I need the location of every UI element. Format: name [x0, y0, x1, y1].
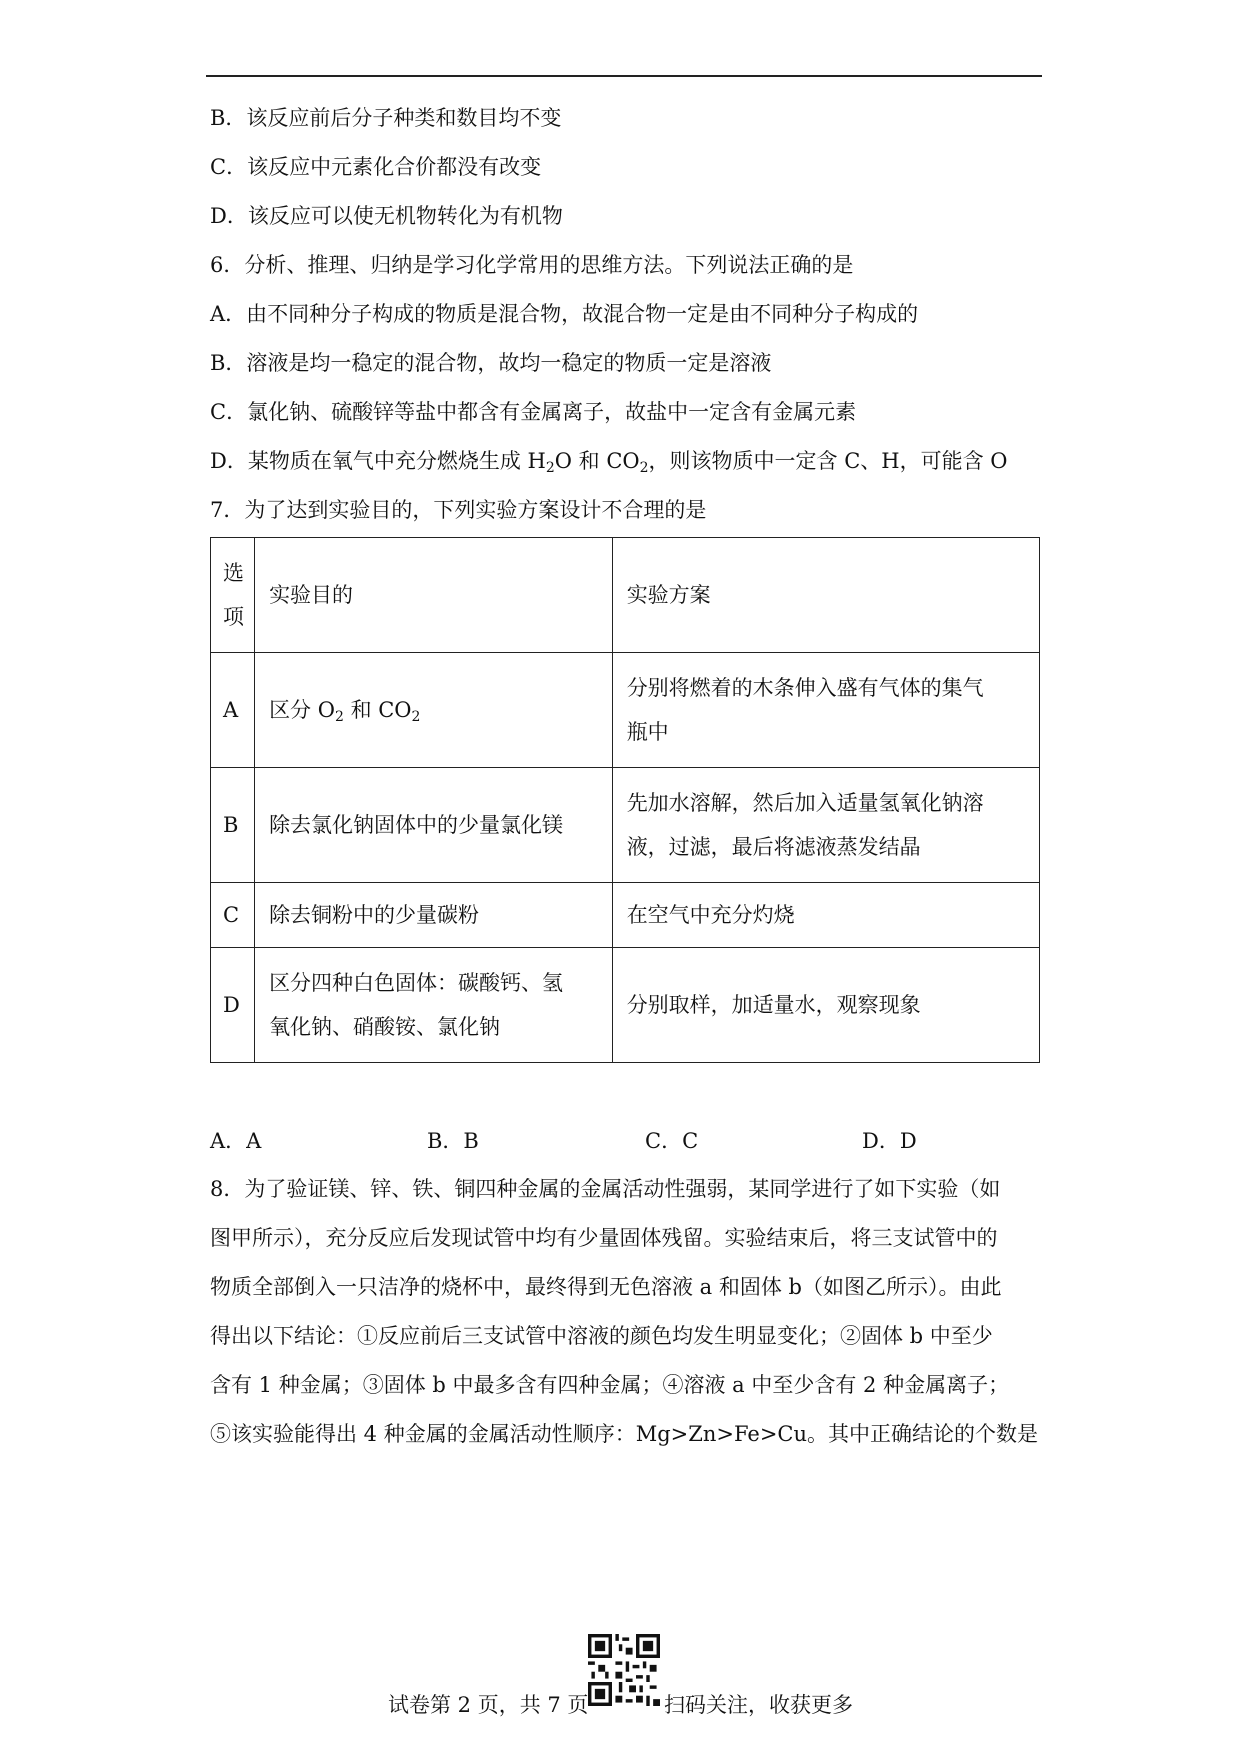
q5-option-c: C．该反应中元素化合价都没有改变: [210, 155, 542, 179]
row-plan: 分别将燃着的木条伸入盛有气体的集气 瓶中: [612, 653, 1039, 768]
row-purpose: 除去氯化钠固体中的少量氯化镁: [255, 768, 613, 883]
q6-option-b: B．溶液是均一稳定的混合物，故均一稳定的物质一定是溶液: [210, 351, 772, 375]
q7-answer-d: D．D: [862, 1129, 917, 1153]
row-purpose: 除去铜粉中的少量碳粉: [255, 883, 613, 948]
q8-line-4: 得出以下结论：①反应前后三支试管中溶液的颜色均发生明显变化；②固体 b 中至少: [210, 1324, 993, 1348]
header-rule: [206, 75, 1042, 77]
header-option: 选 项: [211, 538, 255, 653]
q8-line-3: 物质全部倒入一只洁净的烧杯中，最终得到无色溶液 a 和固体 b（如图乙所示）。由此: [210, 1275, 1002, 1299]
row-purpose: 区分四种白色固体：碳酸钙、氢 氧化钠、硝酸铵、氯化钠: [255, 948, 613, 1063]
table-row: [211, 883, 1040, 948]
table-row: [211, 653, 1040, 768]
page-info: 试卷第 2 页，共 7 页: [388, 1693, 589, 1717]
q7-answer-c: C．C: [645, 1129, 699, 1153]
header-purpose: 实验目的: [255, 538, 613, 653]
q6-stem: 6．分析、推理、归纳是学习化学常用的思维方法。下列说法正确的是: [210, 253, 854, 277]
q5-option-b: B．该反应前后分子种类和数目均不变: [210, 106, 562, 130]
row-plan: 在空气中充分灼烧: [612, 883, 1039, 948]
row-option: D: [211, 948, 255, 1063]
row-purpose: 区分 $O_2$ 和 $CO_2$: [255, 653, 613, 768]
q6-option-a: A．由不同种分子构成的物质是混合物，故混合物一定是由不同种分子构成的: [210, 302, 919, 326]
row-option: B: [211, 768, 255, 883]
q5-option-d: D．该反应可以使无机物转化为有机物: [210, 204, 563, 228]
q6-option-d: D．某物质在氧气中充分燃烧生成 $H_2O$ 和 $CO_2$，则该物质中一定含 C、H，可能含 O: [210, 449, 1008, 476]
q7-stem: 7．为了达到实验目的，下列实验方案设计不合理的是: [210, 498, 707, 522]
qr-code-icon[interactable]: [588, 1634, 660, 1706]
q8-line-2: 图甲所示），充分反应后发现试管中均有少量固体残留。实验结束后，将三支试管中的: [210, 1226, 998, 1250]
q7-answer-a: A．A: [210, 1129, 262, 1153]
table-header-row: [211, 538, 1040, 653]
q8-line-6: ⑤该实验能得出 4 种金属的金属活动性顺序：Mg>Zn>Fe>Cu。其中正确结论的个数是: [210, 1422, 1039, 1446]
header-plan: 实验方案: [612, 538, 1039, 653]
q8-line-5: 含有 1 种金属；③固体 b 中最多含有四种金属；④溶液 a 中至少含有 2 种金属离子；: [210, 1373, 1010, 1397]
q8-line-1: 8．为了验证镁、锌、铁、铜四种金属的金属活动性强弱，某同学进行了如下实验（如: [210, 1177, 1001, 1201]
row-option: C: [211, 883, 255, 948]
qr-caption: 扫码关注，收获更多: [664, 1693, 853, 1717]
experiment-table: [210, 537, 1040, 1063]
q6-option-c: C．氯化钠、硫酸锌等盐中都含有金属离子，故盐中一定含有金属元素: [210, 400, 857, 424]
table-row: [211, 948, 1040, 1063]
row-option: A: [211, 653, 255, 768]
row-plan: 先加水溶解，然后加入适量氢氧化钠溶 液，过滤，最后将滤液蒸发结晶: [612, 768, 1039, 883]
q7-answer-b: B．B: [427, 1129, 479, 1153]
row-plan: 分别取样，加适量水，观察现象: [612, 948, 1039, 1063]
table-row: [211, 768, 1040, 883]
